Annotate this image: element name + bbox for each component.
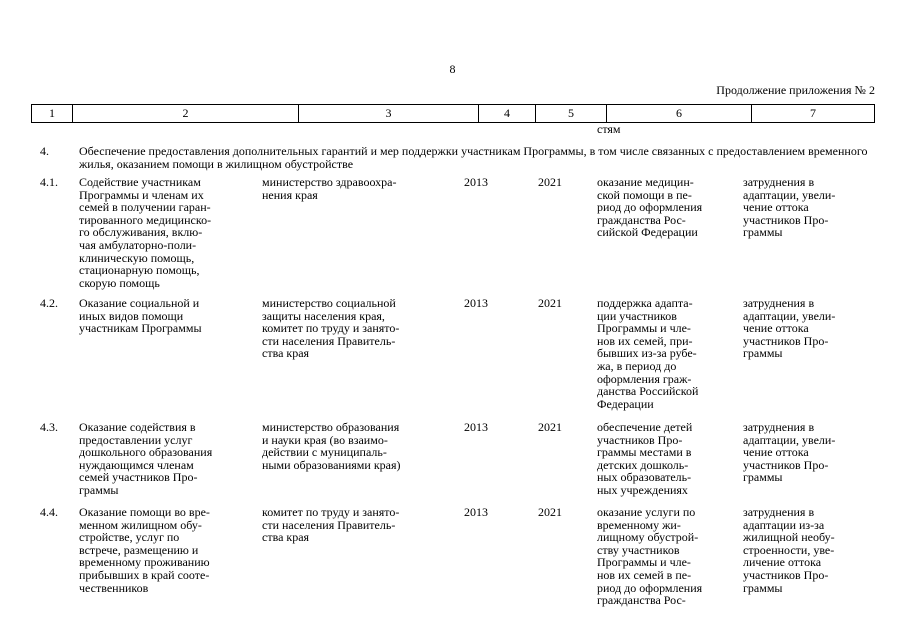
start-year: 2013 [464, 505, 488, 519]
page-number: 8 [449, 62, 456, 76]
row-number: 4.1. [40, 175, 58, 189]
measure-name: Содействие участникам Программы и членам их семей в получении гаран- тированного медицинско- го обслуживания, вклю- чая амбулаторно-поли- клиническую помощь, стационарную помощь, скорую помощь [79, 175, 212, 290]
section-title: Обеспечение предоставления дополнительных гарантий и мер поддержки участникам Программы, в том числе связанных с предоставлением временного жилья, оказанием помощи в жилищном обустройстве [79, 144, 868, 171]
executor: министерство образования и науки края (во взаимо- действии с муниципаль- ными образованиями края) [262, 420, 401, 472]
expected-result: обеспечение детей участников Про- граммы местами в детских дошколь- ных образователь- ных учреждениях [597, 420, 693, 497]
row-number: 4.2. [40, 296, 58, 310]
carry-over-text: стям [597, 122, 621, 136]
executor: министерство здравоохра- нения края [262, 175, 397, 202]
column-number-header [31, 104, 875, 123]
executor: комитет по труду и занято- сти населения Правитель- ства края [262, 505, 400, 545]
end-year: 2021 [538, 296, 562, 310]
row-number: 4.3. [40, 420, 58, 434]
non-implementation-consequences: затруднения в адаптации, увели- чение оттока участников Про- граммы [743, 175, 836, 240]
row-number: 4.4. [40, 505, 58, 519]
end-year: 2021 [538, 420, 562, 434]
expected-result: оказание медицин- ской помощи в пе- риод до оформления гражданства Рос- сийской Федерации [597, 175, 703, 240]
expected-result: оказание услуги по временному жи- лищному обустрой- ству участников Программы и чле- нов их семей в пе- риод до оформления гражданства Рос- [597, 505, 703, 608]
continuation-note: Продолжение приложения № 2 [716, 83, 875, 97]
executor: министерство социальной защиты населения края, комитет по труду и занято- сти населения Правитель- ства края [262, 296, 400, 361]
column-number-7: 7 [752, 105, 875, 123]
column-number-2: 2 [73, 105, 299, 123]
column-number-6: 6 [607, 105, 752, 123]
end-year: 2021 [538, 505, 562, 519]
non-implementation-consequences: затруднения в адаптации, увели- чение оттока участников Про- граммы [743, 420, 836, 485]
column-number-5: 5 [536, 105, 607, 123]
measure-name: Оказание помощи во вре- менном жилищном обу- стройстве, услуг по встрече, размещению и временному проживанию прибывших в край сооте- чественников [79, 505, 210, 595]
start-year: 2013 [464, 420, 488, 434]
section-number: 4. [40, 144, 49, 158]
non-implementation-consequences: затруднения в адаптации, увели- чение оттока участников Про- граммы [743, 296, 836, 361]
measure-name: Оказание содействия в предоставлении услуг дошкольного образования нуждающимся членам семей участников Про- граммы [79, 420, 213, 497]
start-year: 2013 [464, 175, 488, 189]
column-number-1: 1 [32, 105, 73, 123]
start-year: 2013 [464, 296, 488, 310]
column-number-4: 4 [479, 105, 536, 123]
non-implementation-consequences: затруднения в адаптации из-за жилищной необу- строенности, уве- личение оттока участников Про- граммы [743, 505, 835, 595]
column-number-3: 3 [299, 105, 479, 123]
measure-name: Оказание социальной и иных видов помощи участникам Программы [79, 296, 202, 336]
expected-result: поддержка адапта- ции участников Программы и чле- нов их семей, при- бывших из-за рубе- жа, в период до оформления граж- данства Российской Федерации [597, 296, 699, 411]
end-year: 2021 [538, 175, 562, 189]
